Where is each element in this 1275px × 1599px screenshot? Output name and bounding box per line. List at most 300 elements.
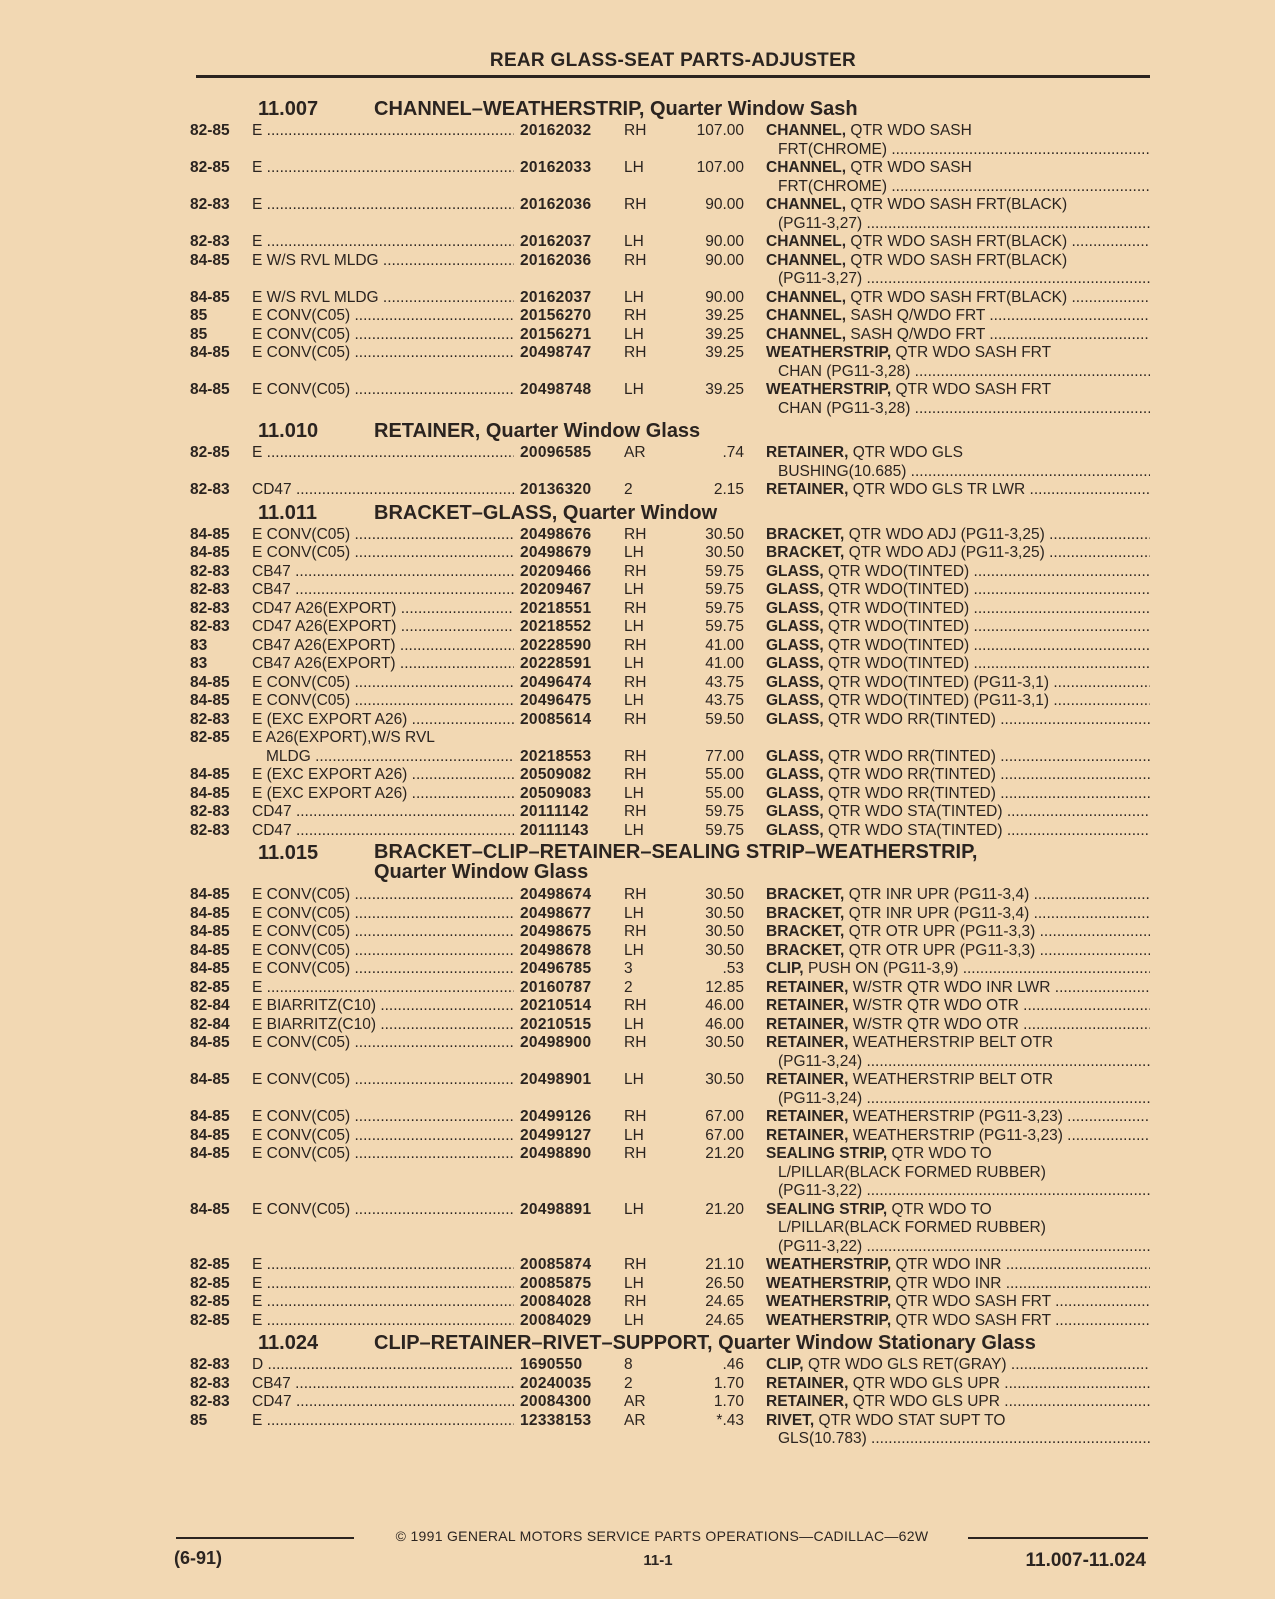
description xyxy=(766,942,1150,961)
parts-row xyxy=(188,1201,1150,1257)
description-noun: GLASS, xyxy=(766,766,824,783)
model-year: 82-85 xyxy=(190,1293,230,1310)
parts-row xyxy=(188,544,1150,563)
quantity: RH xyxy=(624,1145,647,1162)
price: 1.70 xyxy=(713,1374,744,1392)
description-text: QTR WDO RR(TINTED) xyxy=(828,784,996,802)
quantity: RH xyxy=(624,803,647,820)
quantity: RH xyxy=(624,923,647,940)
quantity: RH xyxy=(624,1034,647,1051)
quantity: RH xyxy=(624,525,647,543)
application: E CONV(C05) ..... xyxy=(252,1071,514,1090)
parts-catalog-content xyxy=(188,90,1150,1449)
description-line xyxy=(766,1238,1150,1257)
description-line xyxy=(766,1375,1150,1394)
quantity: LH xyxy=(624,1015,644,1033)
part-number: 20498678 xyxy=(520,941,592,959)
description-text: QTR WDO STAT SUPT TO xyxy=(818,1411,1006,1429)
parts-row xyxy=(188,1356,1150,1375)
description-noun: RETAINER, xyxy=(766,1126,849,1144)
price: 59.75 xyxy=(705,821,744,839)
parts-row xyxy=(188,289,1150,308)
model-year: 82-84 xyxy=(190,1015,230,1033)
quantity: RH xyxy=(624,562,647,580)
application: E CONV(C05) ..... xyxy=(252,1201,514,1220)
description-text: QTR WDO(TINTED) xyxy=(828,599,970,617)
part-number: 20498674 xyxy=(520,886,592,903)
description-text: FRT(CHROME) xyxy=(778,177,888,195)
section-number: 11.010 xyxy=(258,420,319,442)
application: E CONV(C05) ..... xyxy=(252,923,514,942)
quantity: 2 xyxy=(624,1374,633,1392)
parts-row xyxy=(188,233,1150,252)
section-title xyxy=(374,420,700,443)
description xyxy=(766,289,1150,308)
description-noun: CHANNEL, xyxy=(766,288,847,306)
part-number: 20085875 xyxy=(520,1274,592,1292)
parts-row xyxy=(188,1393,1150,1412)
description-text: GLS(10.783) xyxy=(778,1430,867,1447)
footer-section-range: 11.007-11.024 xyxy=(1025,1550,1146,1571)
section-number: 11.015 xyxy=(258,842,319,864)
application: E CONV(C05) ..... xyxy=(252,1034,514,1053)
description xyxy=(766,544,1150,563)
application: CD47 A26(EXPORT) ..... xyxy=(252,600,514,619)
parts-row xyxy=(188,122,1150,159)
price: 12.85 xyxy=(705,978,744,996)
model-year: 82-84 xyxy=(190,997,230,1014)
model-year: 84-85 xyxy=(190,784,230,802)
description-line xyxy=(766,1312,1150,1331)
quantity: RH xyxy=(624,636,647,654)
quantity: RH xyxy=(624,766,647,783)
description xyxy=(766,711,1150,730)
application: E ..... xyxy=(252,444,514,463)
application: E CONV(C05) ..... xyxy=(252,326,514,345)
application: E A26(EXPORT),W/S RVL xyxy=(252,729,435,746)
price: 24.65 xyxy=(705,1311,744,1329)
part-number: 20496474 xyxy=(520,673,592,691)
description-line xyxy=(766,1108,1150,1127)
part-number: 20218551 xyxy=(520,599,592,617)
description-line xyxy=(766,822,1150,841)
description-line xyxy=(766,711,1150,730)
description-text: QTR WDO(TINTED) (PG11-3,1) xyxy=(828,692,1050,709)
section-title-main: CHANNEL–WEATHERSTRIP, xyxy=(374,98,645,120)
price: 55.00 xyxy=(705,766,744,783)
description-line xyxy=(766,196,1150,215)
footer-copyright: © 1991 GENERAL MOTORS SERVICE PARTS OPERATIONS—CADILLAC—62W xyxy=(395,1528,929,1544)
description-line xyxy=(766,886,1150,905)
description-noun: GLASS, xyxy=(766,562,824,580)
price: 30.50 xyxy=(705,886,744,903)
description-noun: BRACKET, xyxy=(766,904,845,922)
parts-row xyxy=(188,1071,1150,1108)
description xyxy=(766,692,1150,711)
description xyxy=(766,1356,1150,1375)
description-text: QTR INR UPR (PG11-3,4) xyxy=(848,886,1030,903)
footer-rule-right xyxy=(968,1537,1148,1539)
part-number: 20156270 xyxy=(520,307,592,324)
description-line xyxy=(766,526,1150,545)
part-number: 20084028 xyxy=(520,1293,592,1310)
description xyxy=(766,1034,1150,1071)
parts-row xyxy=(188,252,1150,289)
price: 39.25 xyxy=(705,344,744,361)
model-year: 84-85 xyxy=(190,692,230,709)
description-text: CHAN (PG11-3,28) xyxy=(778,362,911,380)
description-text: QTR OTR UPR (PG11-3,3) xyxy=(848,941,1036,959)
quantity: RH xyxy=(624,710,647,728)
description-line xyxy=(766,1219,1150,1238)
parts-row xyxy=(188,1016,1150,1035)
description xyxy=(766,1412,1150,1449)
price: 59.75 xyxy=(705,599,744,617)
parts-row xyxy=(188,581,1150,600)
description xyxy=(766,1016,1150,1035)
quantity: 2 xyxy=(624,978,633,996)
description-text: QTR WDO ADJ (PG11-3,25) xyxy=(848,525,1045,543)
description-text: W/STR QTR WDO OTR xyxy=(852,1015,1019,1033)
application: CB47 A26(EXPORT) ..... xyxy=(252,655,514,674)
part-number: 20498900 xyxy=(520,1034,592,1051)
description-text: CHAN (PG11-3,28) xyxy=(778,399,911,417)
model-year: 84-85 xyxy=(190,288,230,306)
description xyxy=(766,618,1150,637)
application-continued: MLDG ..... xyxy=(252,748,514,767)
application: E ..... xyxy=(252,1312,514,1331)
part-number: 20210514 xyxy=(520,997,592,1014)
parts-row xyxy=(188,1375,1150,1394)
application: E BIARRITZ(C10) ..... xyxy=(252,1016,514,1035)
price: 55.00 xyxy=(705,784,744,802)
description-line xyxy=(766,600,1150,619)
price: .46 xyxy=(722,1356,744,1373)
description-text: QTR WDO SASH FRT xyxy=(895,344,1052,361)
description-line xyxy=(766,1393,1150,1412)
price: 59.75 xyxy=(705,618,744,635)
parts-row xyxy=(188,1312,1150,1331)
description-noun: CLIP, xyxy=(766,960,804,977)
description-line xyxy=(766,1256,1150,1275)
parts-row xyxy=(188,326,1150,345)
description-line xyxy=(766,215,1150,234)
description xyxy=(766,886,1150,905)
description-text: QTR WDO GLS UPR xyxy=(852,1374,1000,1392)
description-text: QTR WDO GLS RET(GRAY) xyxy=(807,1356,1007,1373)
quantity: LH xyxy=(624,784,644,802)
model-year: 82-83 xyxy=(190,562,230,580)
description-line xyxy=(766,997,1150,1016)
quantity: RH xyxy=(624,599,647,617)
description-noun: WEATHERSTRIP, xyxy=(766,1293,892,1310)
description-text: WEATHERSTRIP (PG11-3,23) xyxy=(852,1126,1063,1144)
part-number: 20162032 xyxy=(520,122,592,139)
description xyxy=(766,655,1150,674)
description xyxy=(766,1127,1150,1146)
price: 21.10 xyxy=(705,1256,744,1273)
quantity: AR xyxy=(624,1393,646,1410)
model-year: 82-85 xyxy=(190,444,230,461)
description-noun: CLIP, xyxy=(766,1356,804,1373)
part-number: 20240035 xyxy=(520,1374,592,1392)
parts-row xyxy=(188,785,1150,804)
quantity: RH xyxy=(624,673,647,691)
price: 67.00 xyxy=(705,1108,744,1125)
model-year: 82-83 xyxy=(190,233,230,250)
model-year: 84-85 xyxy=(190,960,230,977)
application: E ..... xyxy=(252,159,514,178)
application: E ..... xyxy=(252,196,514,215)
model-year: 82-85 xyxy=(190,1311,230,1329)
description-line xyxy=(766,655,1150,674)
description-text: QTR WDO SASH FRT xyxy=(895,1311,1051,1329)
description-noun: BRACKET, xyxy=(766,886,845,903)
model-year: 82-85 xyxy=(190,1274,230,1292)
footer-page-number: 11-1 xyxy=(643,1552,673,1569)
description-text: QTR WDO(TINTED) xyxy=(828,655,970,672)
model-year: 84-85 xyxy=(190,1071,230,1088)
description xyxy=(766,1275,1150,1294)
price: 43.75 xyxy=(705,692,744,709)
part-number: 20136320 xyxy=(520,481,592,498)
description-text: QTR WDO ADJ (PG11-3,25) xyxy=(848,544,1045,561)
parts-row xyxy=(188,381,1150,418)
description-line xyxy=(766,381,1150,400)
part-number: 20210515 xyxy=(520,1015,592,1033)
application: E CONV(C05) ..... xyxy=(252,960,514,979)
part-number: 20162037 xyxy=(520,288,592,306)
part-number: 20498747 xyxy=(520,344,592,361)
description-text: QTR WDO TO xyxy=(891,1145,992,1162)
model-year: 82-85 xyxy=(190,122,230,139)
part-number: 20111142 xyxy=(520,803,589,820)
application: CD47 ..... xyxy=(252,822,514,841)
application: E CONV(C05) ..... xyxy=(252,544,514,563)
price: 90.00 xyxy=(705,251,744,269)
description-text: QTR WDO(TINTED) (PG11-3,1) xyxy=(828,673,1050,691)
application: E ..... xyxy=(252,122,514,141)
section-heading xyxy=(188,418,1150,444)
footer-date-code: (6-91) xyxy=(174,1548,223,1568)
description xyxy=(766,526,1150,545)
description-noun: CHANNEL, xyxy=(766,159,847,176)
description-noun: WEATHERSTRIP, xyxy=(766,1274,892,1292)
model-year: 82-83 xyxy=(190,1356,230,1373)
quantity: 2 xyxy=(624,481,633,498)
description-text: W/STR QTR WDO INR LWR xyxy=(852,978,1051,996)
parts-row xyxy=(188,1412,1150,1449)
parts-row xyxy=(188,886,1150,905)
description xyxy=(766,960,1150,979)
description-line xyxy=(766,1201,1150,1220)
application: CB47 ..... xyxy=(252,1375,514,1394)
description-text: (PG11-3,27) xyxy=(778,214,863,232)
description-text: (PG11-3,24) xyxy=(778,1052,863,1070)
price: 107.00 xyxy=(696,159,744,176)
model-year: 82-83 xyxy=(190,710,230,728)
description-line xyxy=(766,748,1150,767)
parts-row xyxy=(188,600,1150,619)
description-line xyxy=(766,444,1150,463)
section-title-main: BRACKET–CLIP–RETAINER–SEALING STRIP–WEATHERSTRIP, xyxy=(374,841,978,863)
part-number: 20228590 xyxy=(520,636,592,654)
part-number: 20209466 xyxy=(520,562,592,580)
model-year: 84-85 xyxy=(190,904,230,922)
model-year: 82-83 xyxy=(190,196,230,213)
description-line xyxy=(766,326,1150,345)
description-line xyxy=(766,233,1150,252)
description-line xyxy=(766,1356,1150,1375)
model-year: 84-85 xyxy=(190,1108,230,1125)
application: E CONV(C05) ..... xyxy=(252,1108,514,1127)
parts-row xyxy=(188,307,1150,326)
quantity: LH xyxy=(624,544,644,561)
description-text: WEATHERSTRIP BELT OTR xyxy=(852,1034,1054,1051)
description-line xyxy=(766,252,1150,271)
part-number: 12338153 xyxy=(520,1411,592,1429)
description-line xyxy=(766,159,1150,178)
description-noun: RETAINER, xyxy=(766,481,849,498)
quantity: LH xyxy=(624,692,644,709)
quantity: AR xyxy=(624,444,646,461)
parts-row xyxy=(188,803,1150,822)
price: 30.50 xyxy=(705,904,744,922)
application: E CONV(C05) ..... xyxy=(252,886,514,905)
quantity: LH xyxy=(624,1200,644,1218)
part-number: 20498901 xyxy=(520,1071,592,1088)
description-text: QTR WDO SASH FRT xyxy=(895,381,1052,398)
description-line xyxy=(766,1275,1150,1294)
part-number: 20498748 xyxy=(520,381,592,398)
quantity: RH xyxy=(624,997,647,1014)
part-number: 20509082 xyxy=(520,766,592,783)
description-line xyxy=(766,637,1150,656)
description-line xyxy=(766,122,1150,141)
price: 2.15 xyxy=(713,481,744,498)
parts-row xyxy=(188,444,1150,481)
quantity: 8 xyxy=(624,1356,633,1373)
part-number: 20496785 xyxy=(520,960,592,977)
description xyxy=(766,563,1150,582)
description-text: L/PILLAR(BLACK FORMED RUBBER) xyxy=(778,1219,1046,1236)
quantity: LH xyxy=(624,381,644,398)
description-line xyxy=(766,979,1150,998)
description-text: QTR WDO(TINTED) xyxy=(828,636,970,654)
model-year: 82-83 xyxy=(190,1374,230,1392)
description-noun: GLASS, xyxy=(766,581,824,598)
description-noun: GLASS, xyxy=(766,673,824,691)
price: 30.50 xyxy=(705,941,744,959)
part-number: 20498677 xyxy=(520,904,592,922)
section-title-sub: Quarter Window Stationary Glass xyxy=(718,1332,1036,1354)
description xyxy=(766,196,1150,233)
description-line xyxy=(766,618,1150,637)
model-year: 82-85 xyxy=(190,729,230,746)
description xyxy=(766,1201,1150,1257)
application: E CONV(C05) ..... xyxy=(252,692,514,711)
description-line xyxy=(766,1182,1150,1201)
description-text: QTR WDO SASH xyxy=(850,122,972,139)
part-number: 20156271 xyxy=(520,325,592,343)
description-line xyxy=(766,692,1150,711)
description-text: (PG11-3,27) xyxy=(778,270,863,287)
description-noun: RETAINER, xyxy=(766,997,849,1014)
quantity: LH xyxy=(624,325,644,343)
application: E CONV(C05) ..... xyxy=(252,307,514,326)
description-text: QTR INR UPR (PG11-3,4) xyxy=(848,904,1030,922)
price: 46.00 xyxy=(705,1015,744,1033)
description-noun: BRACKET, xyxy=(766,544,845,561)
price: 21.20 xyxy=(705,1145,744,1162)
description xyxy=(766,1071,1150,1108)
part-number: 20209467 xyxy=(520,581,592,598)
description-text: QTR WDO SASH FRT xyxy=(895,1293,1051,1310)
model-year: 84-85 xyxy=(190,673,230,691)
model-year: 84-85 xyxy=(190,886,230,903)
quantity: LH xyxy=(624,1126,644,1144)
description-text: SASH Q/WDO FRT xyxy=(850,307,986,324)
description xyxy=(766,122,1150,159)
model-year: 83 xyxy=(190,655,208,672)
description xyxy=(766,822,1150,841)
part-number: 20084300 xyxy=(520,1393,592,1410)
section-heading xyxy=(188,96,1150,122)
description-text: QTR WDO GLS xyxy=(852,444,963,461)
parts-row xyxy=(188,1034,1150,1071)
model-year: 82-85 xyxy=(190,159,230,176)
model-year: 84-85 xyxy=(190,1200,230,1218)
description-text: QTR WDO(TINTED) xyxy=(828,581,970,598)
part-number: 20085614 xyxy=(520,710,592,728)
description-noun: CHANNEL, xyxy=(766,233,847,250)
price: .53 xyxy=(722,960,744,977)
description-line xyxy=(766,178,1150,197)
description xyxy=(766,997,1150,1016)
description-noun: CHANNEL, xyxy=(766,325,847,343)
quantity: RH xyxy=(624,344,647,361)
description-text: QTR WDO SASH xyxy=(850,159,972,176)
parts-row xyxy=(188,637,1150,656)
description-line xyxy=(766,463,1150,482)
quantity: LH xyxy=(624,941,644,959)
description-text: QTR WDO(TINTED) xyxy=(828,562,970,580)
parts-row xyxy=(188,526,1150,545)
parts-row xyxy=(188,1293,1150,1312)
model-year: 84-85 xyxy=(190,525,230,543)
application: CB47 ..... xyxy=(252,581,514,600)
quantity: LH xyxy=(624,618,644,635)
description-line xyxy=(766,942,1150,961)
price: 41.00 xyxy=(705,636,744,654)
application: CD47 ..... xyxy=(252,1393,514,1412)
application: E ..... xyxy=(252,1256,514,1275)
parts-row xyxy=(188,692,1150,711)
model-year: 82-85 xyxy=(190,978,230,996)
description-text: QTR WDO SASH FRT(BLACK) xyxy=(850,233,1068,250)
description-text: QTR WDO SASH FRT(BLACK) xyxy=(850,196,1068,213)
part-number: 20162033 xyxy=(520,159,592,176)
description xyxy=(766,637,1150,656)
price: 41.00 xyxy=(705,655,744,672)
description-text: QTR WDO SASH FRT(BLACK) xyxy=(850,288,1068,306)
description xyxy=(766,785,1150,804)
description xyxy=(766,674,1150,693)
parts-row xyxy=(188,997,1150,1016)
section-heading xyxy=(188,500,1150,526)
price: 30.50 xyxy=(705,544,744,561)
quantity: LH xyxy=(624,1071,644,1088)
